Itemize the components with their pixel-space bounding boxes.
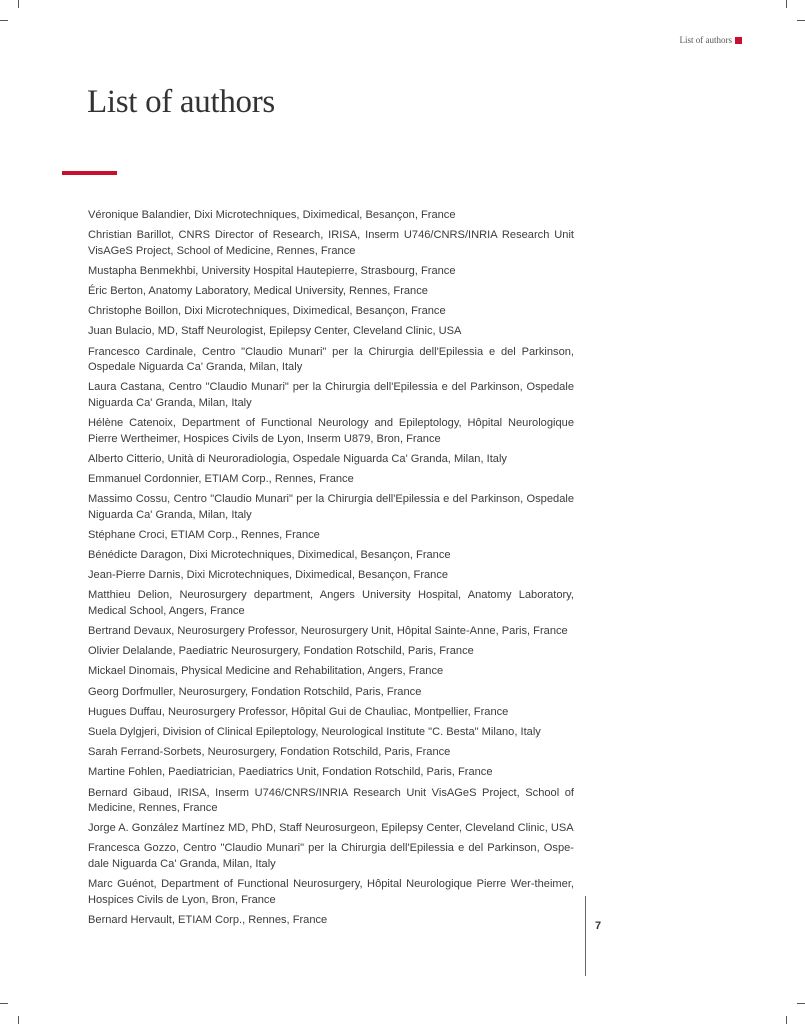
author-entry: Bénédicte Daragon, Dixi Microtechniques, Diximedical, Besançon, France: [88, 548, 451, 561]
crop-mark: [0, 1003, 8, 1004]
author-entry: Suela Dylgjeri, Division of Clinical Epileptology, Neurological Institute "C. Besta" Milano, Italy: [88, 725, 541, 738]
author-entry: Jean-Pierre Darnis, Dixi Microtechniques, Diximedical, Besançon, France: [88, 569, 449, 582]
author-entry: Hugues Duffau, Neurosurgery Professor, Hôpital Gui de Chauliac, Montpellier, France: [88, 705, 509, 718]
author-entry: Matthieu Delion, Neurosurgery department, Angers University Hospital, Anatomy Laboratory, Medical School, Angers, France: [88, 589, 574, 617]
running-header: [680, 35, 743, 45]
crop-mark: [18, 1016, 19, 1024]
author-entry: Laura Castana, Centro "Claudio Munari" per la Chirurgia dell'Epilessia e del Parkinson, Ospedale Niguarda Ca' Granda, Milan, Italy: [88, 381, 574, 409]
author-entry: Hélène Catenoix, Department of Functional Neurology and Epileptology, Hôpital Neurologique Pierre Wertheimer, Hospices Civils de Lyon, Inserm U879, Bron, France: [88, 417, 574, 445]
author-entry: Bernard Gibaud, IRISA, Inserm U746/CNRS/INRIA Research Unit VisAGeS Project, School of Medicine, Rennes, France: [88, 786, 574, 814]
author-entry: Stéphane Croci, ETIAM Corp., Rennes, France: [88, 528, 320, 541]
page-title: List of authors: [87, 84, 275, 120]
author-entry: Christian Barillot, CNRS Director of Research, IRISA, Inserm U746/CNRS/INRIA Research Unit VisAGeS Project, School of Medicine, Rennes, France: [88, 229, 574, 257]
author-entry: Francesca Gozzo, Centro "Claudio Munari" per la Chirurgia dell'Epilessia e del Parkinson, Ospe-dale Niguarda Ca' Granda, Milan, Italy: [88, 842, 574, 870]
author-entry: Alberto Citterio, Unità di Neuroradiologia, Ospedale Niguarda Ca' Granda, Milan, Italy: [88, 452, 507, 465]
author-entry: Bertrand Devaux, Neurosurgery Professor, Neurosurgery Unit, Hôpital Sainte-Anne, Paris, France: [88, 625, 568, 637]
accent-rule: [62, 171, 117, 175]
crop-mark: [786, 1016, 787, 1024]
crop-mark: [0, 20, 8, 21]
author-entry: Martine Fohlen, Paediatrician, Paediatrics Unit, Fondation Rotschild, Paris, France: [88, 766, 493, 779]
author-list: [88, 208, 574, 933]
page-number-rule: [585, 896, 586, 976]
page-number: 7: [595, 920, 602, 932]
author-entry: Georg Dorfmuller, Neurosurgery, Fondation Rotschild, Paris, France: [88, 685, 422, 698]
author-entry: Christophe Boillon, Dixi Microtechniques, Diximedical, Besançon, France: [88, 305, 446, 318]
author-entry: Éric Berton, Anatomy Laboratory, Medical University, Rennes, France: [88, 285, 428, 298]
author-entry: Bernard Hervault, ETIAM Corp., Rennes, France: [88, 913, 328, 926]
author-entry: Jorge A. González Martínez MD, PhD, Staff Neurosurgeon, Epilepsy Center, Cleveland Clinic, USA: [88, 822, 574, 835]
author-entry: Massimo Cossu, Centro "Claudio Munari" per la Chirurgia dell'Epilessia e del Parkinson, Ospedale Niguarda Ca' Granda, Milan, Italy: [88, 493, 574, 521]
author-entry: Francesco Cardinale, Centro "Claudio Munari" per la Chirurgia dell'Epilessia e del Parkinson, Ospedale Niguarda Ca' Granda, Milan, Italy: [88, 345, 574, 374]
author-entry: Emmanuel Cordonnier, ETIAM Corp., Rennes, France: [88, 472, 354, 485]
crop-mark: [797, 20, 805, 21]
crop-mark: [797, 1003, 805, 1004]
author-entry: Sarah Ferrand-Sorbets, Neurosurgery, Fondation Rotschild, Paris, France: [88, 746, 451, 759]
crop-mark: [18, 0, 19, 8]
author-entry: Véronique Balandier, Dixi Microtechniques, Diximedical, Besançon, France: [88, 209, 456, 221]
crop-mark: [786, 0, 787, 8]
running-header-title: List of authors: [679, 35, 732, 45]
author-entry: Mickael Dinomais, Physical Medicine and Rehabilitation, Angers, France: [88, 665, 444, 678]
author-entry: Marc Guénot, Department of Functional Neurosurgery, Hôpital Neurologique Pierre Wer-theimer, Hospices Civils de Lyon, Bron, France: [88, 878, 574, 906]
author-entry: Olivier Delalande, Paediatric Neurosurgery, Fondation Rotschild, Paris, France: [88, 645, 474, 658]
author-entry: Juan Bulacio, MD, Staff Neurologist, Epilepsy Center, Cleveland Clinic, USA: [88, 325, 462, 338]
red-square-marker: [735, 37, 742, 44]
author-entry: Mustapha Benmekhbi, University Hospital Hautepierre, Strasbourg, France: [88, 264, 456, 277]
